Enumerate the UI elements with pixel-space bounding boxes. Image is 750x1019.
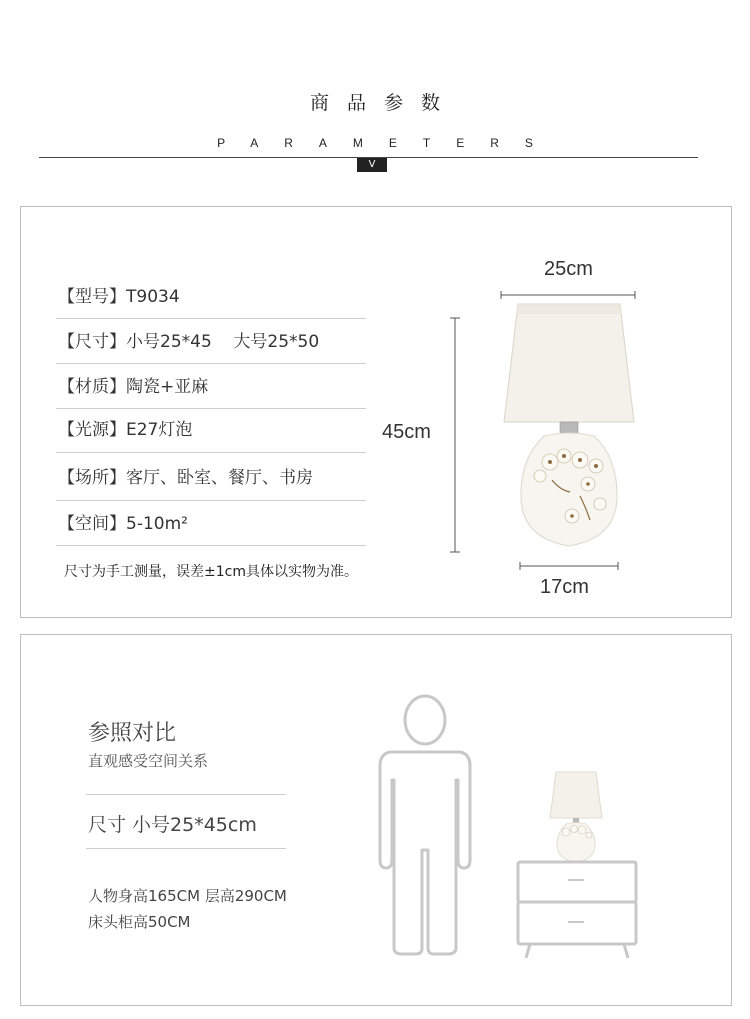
spec-value: 小号25*45 大号25*50	[126, 332, 320, 352]
reference-note-2: 床头柜高50CM	[88, 913, 191, 931]
spec-value: 5-10m²	[126, 514, 188, 534]
spec-label: 【材质】	[58, 377, 126, 397]
spec-value: 客厅、卧室、餐厅、书房	[126, 468, 313, 488]
nightstand	[518, 862, 636, 958]
spec-row-size	[58, 324, 364, 360]
spec-label: 【光源】	[58, 420, 126, 440]
page-title: 商品参数	[309, 92, 458, 114]
measurement-note: 尺寸为手工测量，误差±1cm具体以实物为准。	[64, 564, 358, 580]
reference-subtitle: 直观感受空间关系	[88, 752, 209, 770]
base-width-line	[520, 562, 618, 570]
spec-separator	[56, 318, 366, 319]
person-figure-icon	[370, 690, 480, 960]
dimension-base-width: 17cm	[540, 576, 589, 598]
reference-separator	[86, 794, 286, 795]
spec-row-material	[58, 369, 364, 405]
spec-separator	[56, 408, 366, 409]
reference-title: 参照对比	[88, 721, 177, 746]
top-width-line	[501, 291, 635, 299]
spec-row-model	[58, 279, 364, 315]
small-lamp-shade	[550, 772, 602, 818]
nightstand-lamp-illustration	[510, 768, 650, 960]
spec-separator	[56, 545, 366, 546]
spec-label: 【空间】	[58, 514, 126, 534]
reference-separator	[86, 848, 286, 849]
spec-label: 【场所】	[58, 468, 126, 488]
spec-value: E27灯泡	[126, 420, 193, 440]
spec-row-light	[58, 412, 364, 448]
spec-row-place	[58, 460, 364, 496]
lamp-illustration	[440, 280, 650, 610]
reference-note-1: 人物身高165CM 层高290CM	[88, 887, 287, 905]
spec-label: 【尺寸】	[58, 332, 126, 352]
spec-row-space	[58, 506, 364, 542]
lamp-vase	[521, 433, 617, 546]
dimension-top-width: 25cm	[544, 258, 593, 280]
dimension-height: 45cm	[382, 421, 431, 443]
spec-value: T9034	[126, 287, 180, 307]
page-subtitle: PARAMETERS	[217, 136, 559, 150]
chevron-down-icon: V	[357, 158, 387, 172]
height-line	[450, 318, 460, 552]
spec-separator	[56, 363, 366, 364]
spec-separator	[56, 452, 366, 453]
spec-value: 陶瓷+亚麻	[126, 377, 209, 397]
lamp-shade	[504, 304, 634, 422]
reference-size: 尺寸 小号25*45cm	[88, 814, 257, 836]
spec-separator	[56, 500, 366, 501]
spec-label: 【型号】	[58, 287, 126, 307]
